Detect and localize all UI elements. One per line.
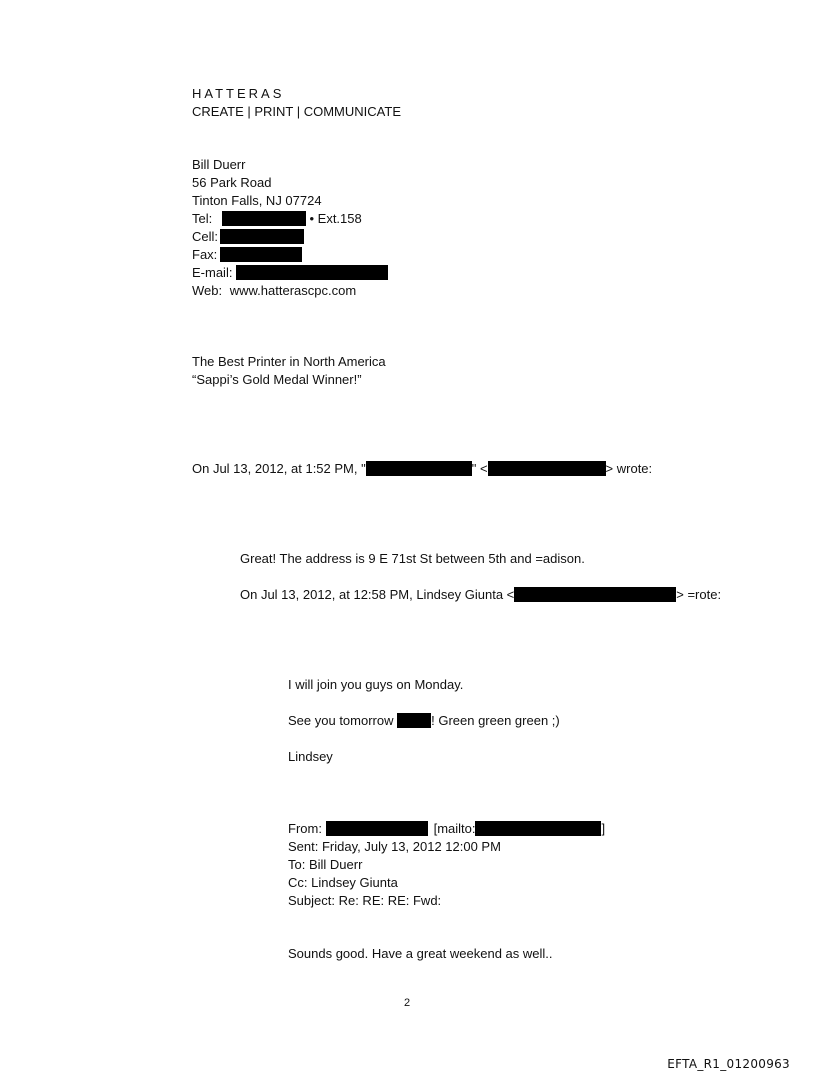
signature: Lindsey [288,749,333,764]
forward-cc: Cc: Lindsey Giunta [288,875,398,890]
promo-line2: “Sappi’s Gold Medal Winner!” [192,372,362,387]
redaction-box [397,713,431,728]
contact-web-row [192,282,356,300]
cell-label: Cell: [192,229,219,244]
forward-from-row [288,820,605,838]
contact-address-line1: 56 Park Road [192,175,272,190]
contact-name: Bill Duerr [192,157,246,172]
reply-header [192,460,652,478]
forward-subject: Subject: Re: RE: RE: Fwd: [288,893,442,908]
fax-label: Fax: [192,247,218,262]
message-body-2-line1: I will join you guys on Monday. [288,677,464,692]
quoted-header [240,586,721,604]
contact-fax-row [192,246,302,264]
message-body-1: Great! The address is 9 E 71st St between 5th and =adison. [240,551,585,566]
forward-sent: Sent: Friday, July 13, 2012 12:00 PM [288,839,501,854]
redaction-box [366,461,472,476]
tel-label: Tel: [192,211,213,226]
mailto-label: [mailto: [433,821,476,836]
from-label: From: [288,821,322,836]
redaction-box [222,211,306,226]
contact-tel-row [192,210,362,228]
redaction-box [236,265,388,280]
page-number: 2 [404,997,411,1009]
quoted-header-prefix: On Jul 13, 2012, at 12:58 PM, Lindsey Giunta < [240,587,515,602]
email-label: E-mail: [192,265,233,280]
forward-to: To: Bill Duerr [288,857,363,872]
brand-tagline: CREATE | PRINT | COMMUNICATE [192,104,401,119]
document-id: EFTA_R1_01200963 [667,1057,790,1071]
redaction-box [514,587,676,602]
reply-header-prefix: On Jul 13, 2012, at 1:52 PM, " [192,461,366,476]
tel-extension: • Ext.158 [309,211,362,226]
message-body-2-line2 [288,712,560,730]
promo-line1: The Best Printer in North America [192,354,386,369]
contact-address-line2: Tinton Falls, NJ 07724 [192,193,322,208]
forward-body: Sounds good. Have a great weekend as well.. [288,946,553,961]
web-label: Web: [192,283,223,298]
redaction-box [220,229,304,244]
contact-cell-row [192,228,304,246]
line2-suffix: ! Green green green ;) [431,713,560,728]
redaction-box [488,461,606,476]
web-link[interactable]: www.hatterascpc.com [229,283,357,298]
redaction-box [475,821,601,836]
brand-name: HATTERAS [192,86,285,101]
reply-header-suffix: > wrote: [605,461,653,476]
mailto-close: ] [601,821,606,836]
redaction-box [326,821,428,836]
line2-prefix: See you tomorrow [288,713,398,728]
redaction-box [220,247,302,262]
quoted-header-suffix: > =rote: [676,587,722,602]
contact-email-row [192,264,388,282]
reply-header-mid: " < [471,461,488,476]
